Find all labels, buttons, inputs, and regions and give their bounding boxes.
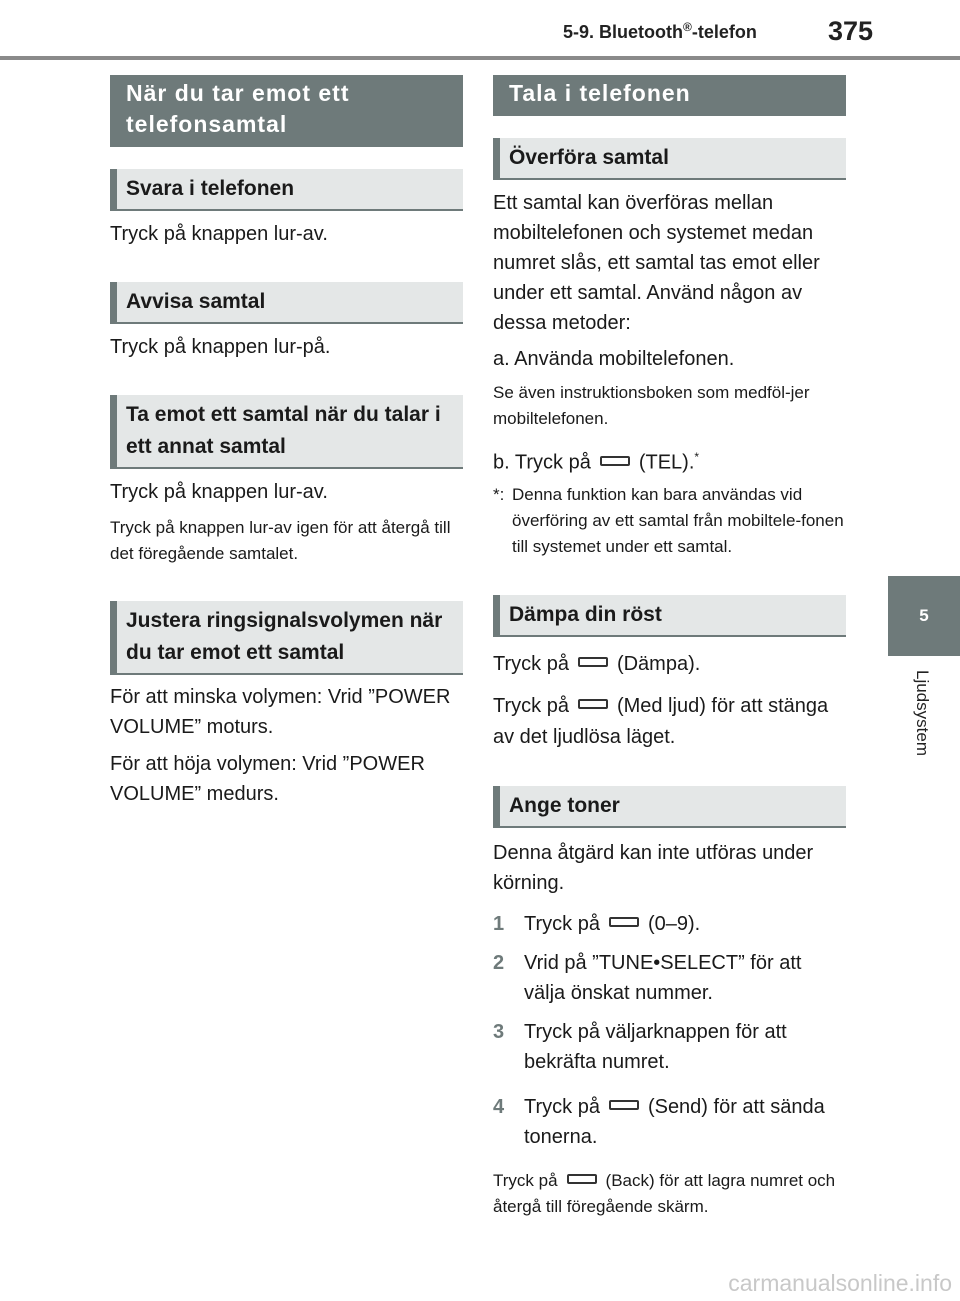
chapter-tab: 5 xyxy=(888,576,960,656)
subheading-answer: Svara i telefonen xyxy=(110,169,463,211)
send-button-icon xyxy=(609,1100,639,1110)
tel-button-icon xyxy=(600,456,630,466)
subheading-reject: Avvisa samtal xyxy=(110,282,463,324)
mute-text-2: Tryck på (Med ljud) för att stänga av det ljudlösa läget. xyxy=(493,694,829,748)
main-heading-receiving: När du tar emot ett telefonsamtal xyxy=(110,75,463,147)
transfer-option-a: a. Använda mobiltelefonen. xyxy=(493,348,735,370)
header-divider xyxy=(0,56,960,60)
transfer-intro: Ett samtal kan överföras mellan mobiltelefonen och systemet medan numret slås, ett samtal tas emot eller under ett samtal. Använd någon av dessa metoder: xyxy=(493,192,820,334)
tones-step-1: 1 Tryck på (0–9). xyxy=(493,912,701,935)
reject-text: Tryck på knappen lur-på. xyxy=(110,336,331,358)
digit-button-icon xyxy=(609,917,639,927)
tones-step-3: 3 Tryck på väljarknappen för att bekräfta numret. xyxy=(493,1020,787,1073)
transfer-option-a-note: Se även instruktionsboken som medföl-jer mobiltelefonen. xyxy=(493,383,810,428)
mute-text-1: Tryck på (Dämpa). xyxy=(493,652,701,675)
subheading-tones: Ange toner xyxy=(493,786,846,828)
transfer-footnote: *: Denna funktion kan bara användas vid överföring av ett samtal från mobiltele-fonen till systemet under ett samtal. xyxy=(493,484,844,556)
subheading-mute: Dämpa din röst xyxy=(493,595,846,637)
chapter-label: Ljudsystem xyxy=(913,670,932,756)
volume-decrease-text: För att minska volymen: Vrid ”POWER VOLUME” moturs. xyxy=(110,686,451,738)
receive-during-text: Tryck på knappen lur-av. xyxy=(110,481,328,503)
receive-during-note: Tryck på knappen lur-av igen för att återgå till det föregående samtalet. xyxy=(110,518,451,563)
answer-text: Tryck på knappen lur-av. xyxy=(110,223,328,245)
subheading-ring-volume: Justera ringsignalsvolymen när du tar emot ett samtal xyxy=(110,601,463,675)
section-title: 5-9. Bluetooth®-telefon xyxy=(563,20,757,42)
transfer-option-b: b. Tryck på (TEL).* xyxy=(493,450,700,474)
right-column xyxy=(493,75,846,1220)
unmute-button-icon xyxy=(578,699,608,709)
back-button-icon xyxy=(567,1174,597,1184)
subheading-transfer: Överföra samtal xyxy=(493,138,846,180)
left-column xyxy=(110,75,463,809)
mute-button-icon xyxy=(578,657,608,667)
tones-step-4: 4 Tryck på (Send) för att sända tonerna. xyxy=(493,1095,825,1148)
tones-intro: Denna åtgärd kan inte utföras under körning. xyxy=(493,841,814,894)
page-number: 375 xyxy=(828,16,874,46)
tones-step-2: 2 Vrid på ”TUNE•SELECT” för att välja önskat nummer. xyxy=(493,951,802,1004)
watermark: carmanualsonline.info xyxy=(728,1270,952,1296)
subheading-receive-during-call: Ta emot ett samtal när du talar i ett annat samtal xyxy=(110,395,463,469)
volume-increase-text: För att höja volymen: Vrid ”POWER VOLUME” medurs. xyxy=(110,753,425,805)
tones-back-note: Tryck på (Back) för att lagra numret och återgå till föregående skärm. xyxy=(493,1170,836,1216)
main-heading-talking: Tala i telefonen xyxy=(493,75,846,116)
